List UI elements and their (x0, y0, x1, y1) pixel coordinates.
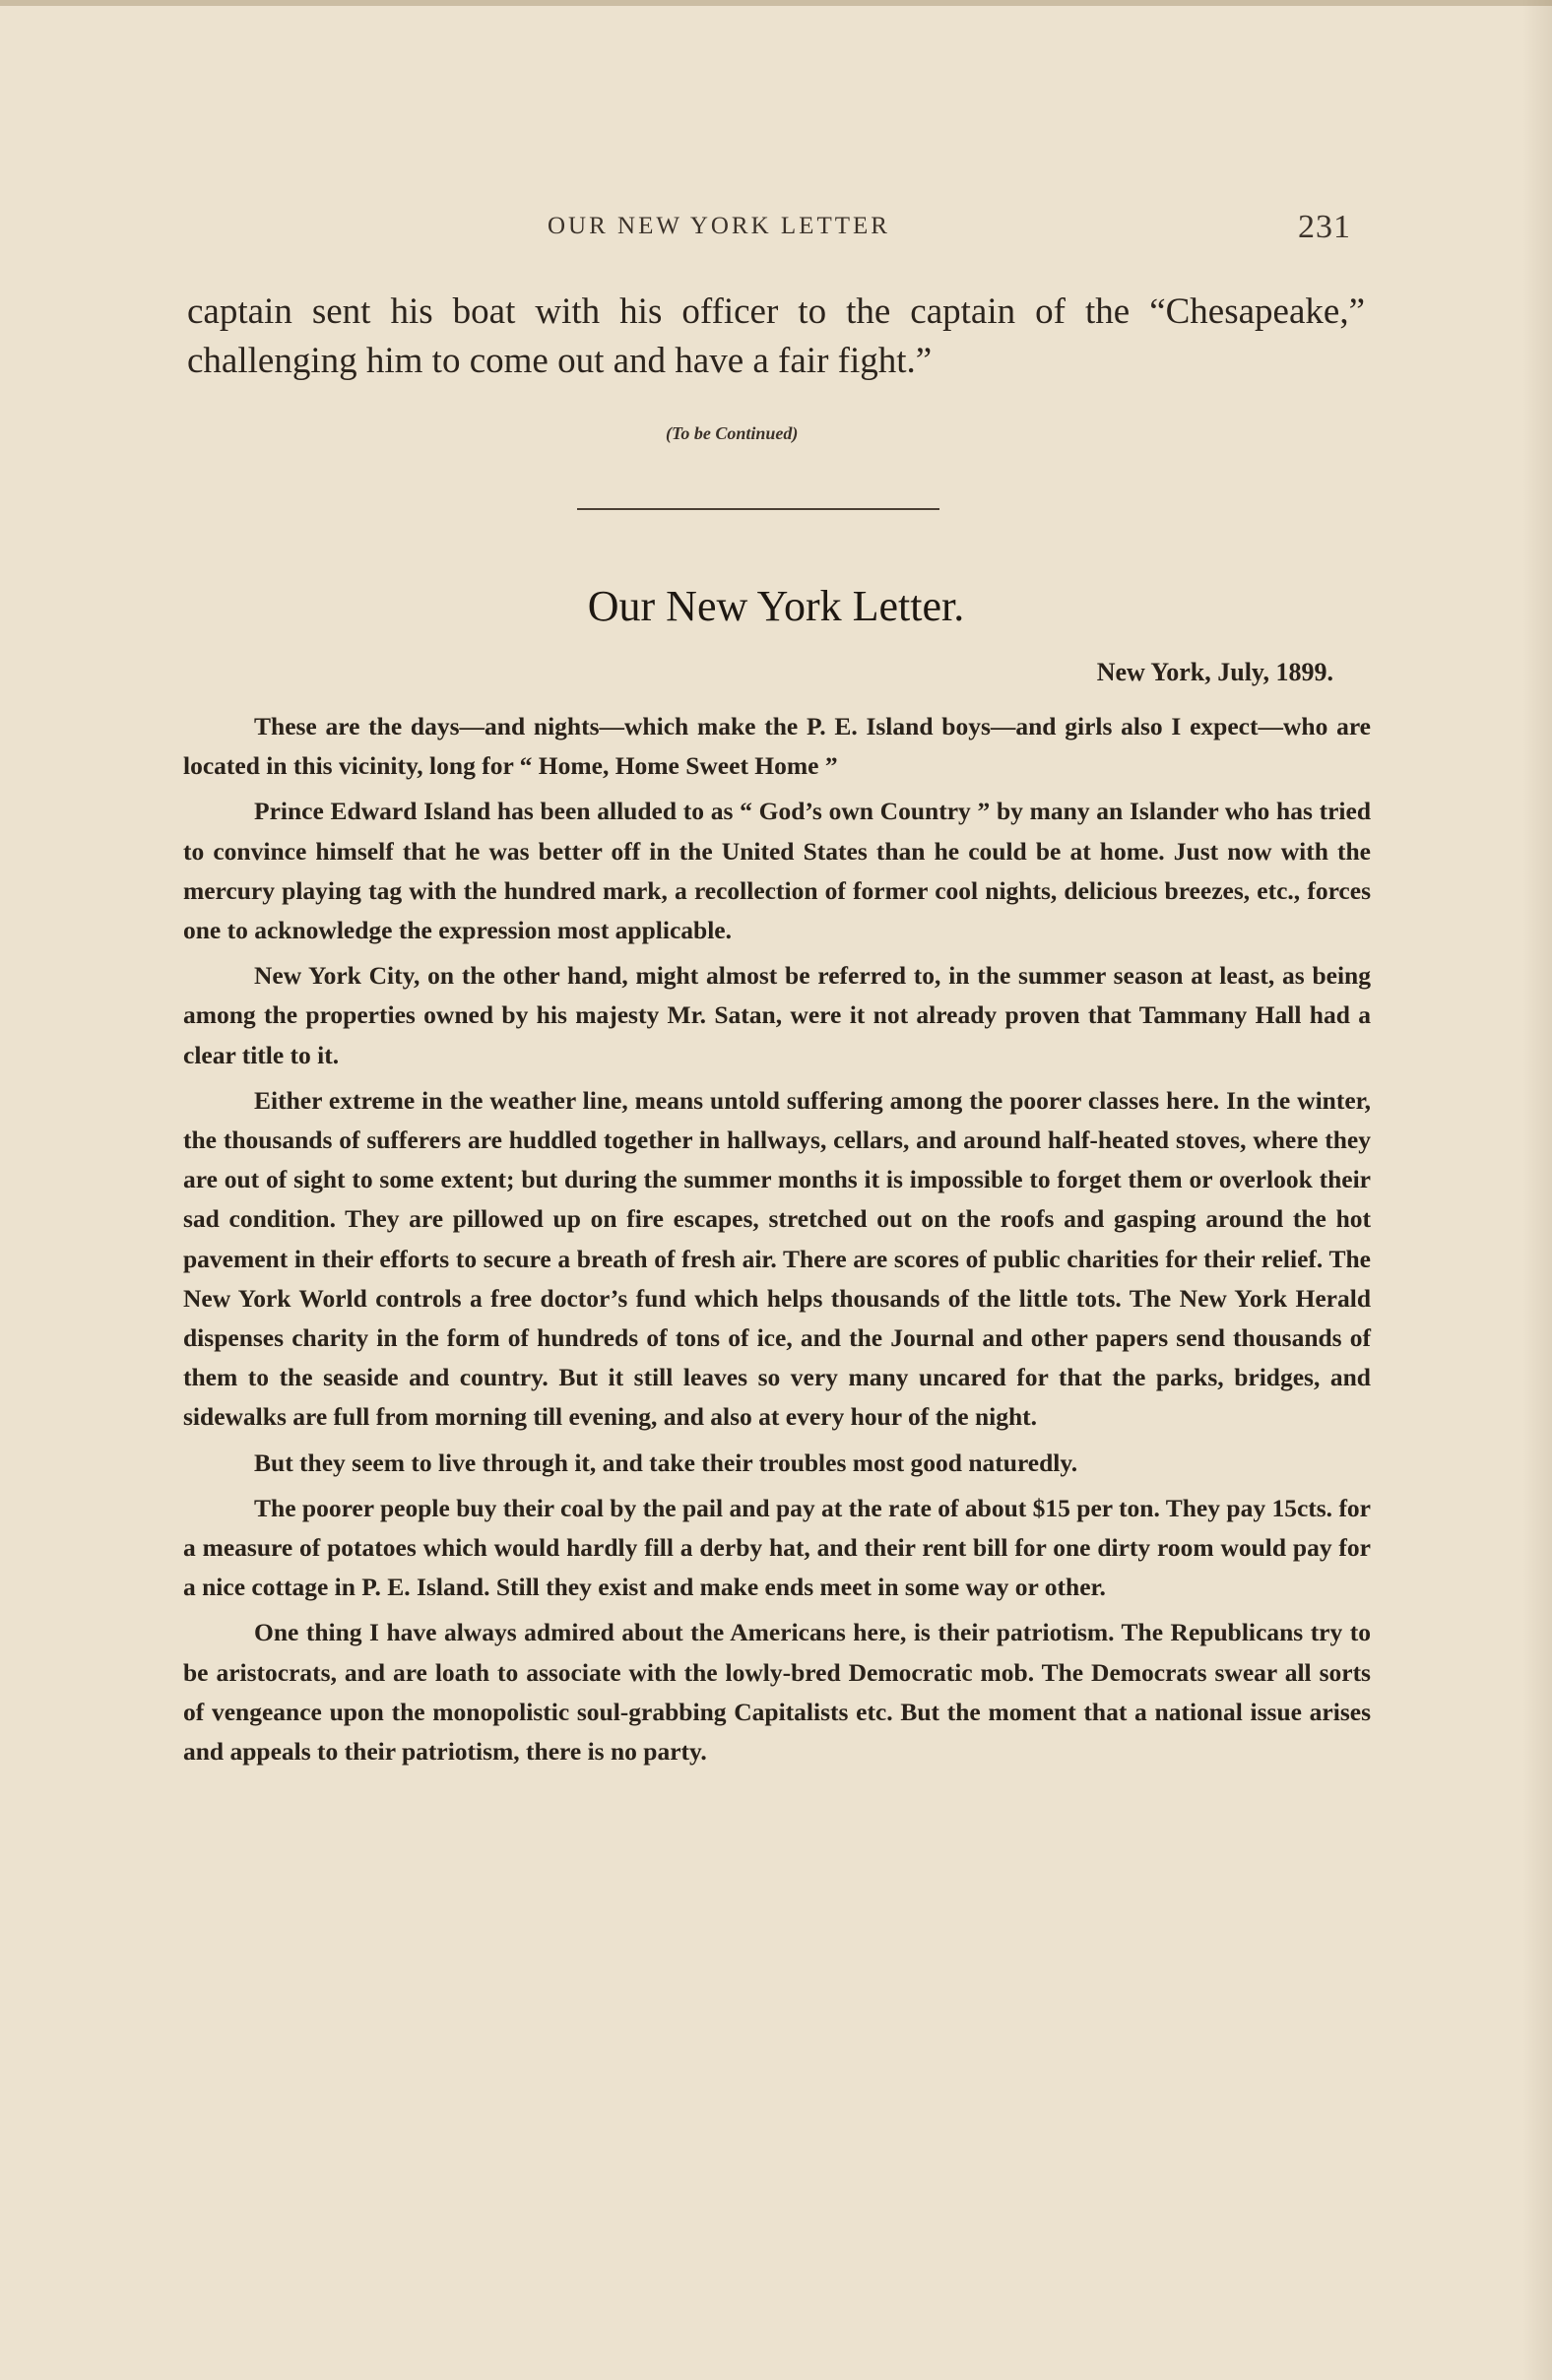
paragraph: But they seem to live through it, and take their troubles most good naturedly. (254, 1447, 1078, 1477)
page-number: 231 (1298, 209, 1351, 245)
paragraph: Either extreme in the weather line, means untold suffering among the poorer classes here. In the winter, the thousands of sufferers are huddled together in hallways, cellars, and around half-heated stoves, where they are out of sight to some extent; but during the summer months it is impossible to forget them or overlook their sad condition. They are pillowed up on fire escapes, stretched out on the roofs and gasping around the hot pavement in their efforts to secure a breath of fresh air. There are scores of public charities for their relief. The New York World controls a free doctor’s fund which helps thousands of the little tots. The New York Herald dispenses charity in the form of hundreds of tons of ice, and the Journal and other papers send thousands of them to the seaside and country. But it still leaves so very many uncared for that the parks, bridges, and sidewalks are full from morning till evening, and also at every hour of the night. (183, 1085, 1371, 1432)
page-edge-shadow (1522, 0, 1552, 2380)
section-divider (577, 508, 939, 510)
article-title: Our New York Letter. (587, 582, 965, 630)
paragraph: The poorer people buy their coal by the pail and pay at the rate of about $15 per ton. They pay 15cts. for a measure of potatoes which would hardly fill a derby hat, and their rent bill for one dirty room would pay for a nice cottage in P. E. Island. Still they exist and make ends meet in some way or other. (183, 1493, 1371, 1602)
to-be-continued-note: (To be Continued) (666, 423, 799, 443)
paragraph: New York City, on the other hand, might almost be referred to, in the summer season at least, as being among the properties owned by his majesty Mr. Satan, were it not already proven that Tammany Hall had a clear title to it. (183, 961, 1371, 1069)
paragraph: Prince Edward Island has been alluded to as “ God’s own Country ” by many an Islander who has tried to convince himself that he was better off in the United States than he could be at home. Just now with the mercury playing tag with the hundred mark, a recollection of former cool nights, delicious breezes, etc., forces one to acknowledge the expression most applicable. (183, 797, 1371, 945)
dateline: New York, July, 1899. (1096, 658, 1333, 686)
article-body (183, 707, 1371, 1777)
page-top-edge (0, 0, 1552, 6)
previous-article-ending: captain sent his boat with his officer to the captain of the “Chesapeake,” challenging him to come out and have a fair fight.” (187, 291, 1365, 381)
paragraph: One thing I have always admired about the Americans here, is their patriotism. The Republicans try to be aristocrats, and are loath to associate with the lowly-bred Democratic mob. The Democrats swear all sorts of vengeance upon the monopolistic soul-grabbing Capitalists etc. But the moment that a national issue arises and appeals to their patriotism, there is no party. (183, 1618, 1371, 1767)
paragraph: These are the days—and nights—which make the P. E. Island boys—and girls also I expect—who are located in this vicinity, long for “ Home, Home Sweet Home ” (183, 712, 1371, 781)
running-head: OUR NEW YORK LETTER (548, 213, 890, 239)
